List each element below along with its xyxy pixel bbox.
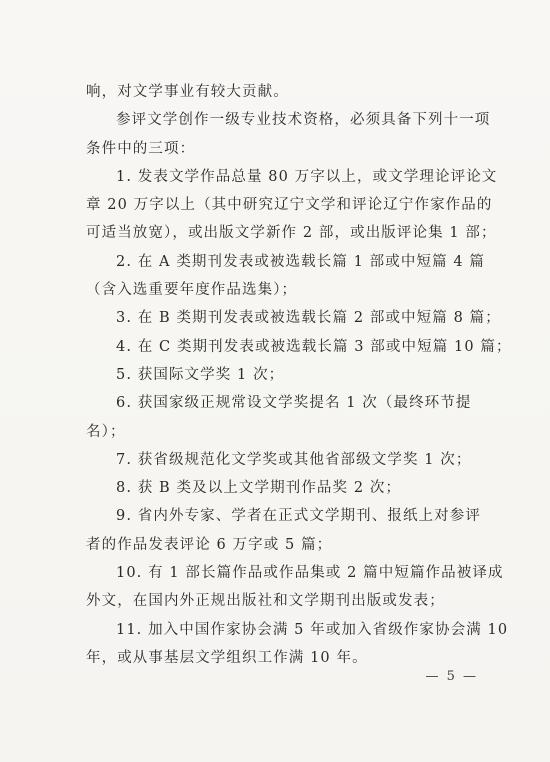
text-line: 响，对文学事业有较大贡献。 [86, 84, 289, 100]
text-line: （含入选重要年度作品选集）； [86, 282, 298, 299]
text-line: 1. 发表文学作品总量 80 万字以上，或文学理论评论文 [116, 168, 498, 185]
text-line: 参评文学创作一级专业技术资格，必须具备下列十一项 [116, 112, 491, 129]
text-line: 4. 在 C 类期刊发表或被选载长篇 3 部或中短篇 10 篇； [116, 338, 512, 355]
text-line: 章 20 万字以上（其中研究辽宁文学和评论辽宁作家作品的 [86, 197, 493, 214]
text-line: 名）； [86, 423, 126, 440]
text-line: 3. 在 B 类期刊发表或被选载长篇 2 部或中短篇 8 篇； [116, 310, 501, 327]
text-line: 7. 获省级规范化文学奖或其他省部级文学奖 1 次； [116, 451, 472, 468]
text-line: 者的作品发表评论 6 万字或 5 篇； [86, 536, 333, 553]
text-line: 外文，在国内外正规出版社和文学期刊出版或发表； [86, 593, 445, 610]
text-line: 5. 获国际文学奖 1 次； [116, 366, 285, 383]
text-line: 条件中的三项： [86, 140, 196, 157]
text-line: 2. 在 A 类期刊发表或被选载长篇 1 部或中短篇 4 篇 [116, 253, 486, 270]
text-line: 6. 获国家级正规常设文学奖提名 1 次（最终环节提 [116, 395, 472, 412]
page-number: — 5 — [425, 669, 478, 684]
text-line: 11. 加入中国作家协会满 5 年或加入省级作家协会满 10 [116, 621, 509, 638]
text-line: 年，或从事基层文学组织工作满 10 年。 [86, 649, 368, 666]
text-line: 可适当放宽），或出版文学新作 2 部，或出版评论集 1 部； [86, 225, 497, 242]
document-body [86, 78, 512, 672]
text-line: 10. 有 1 部长篇作品或作品集或 2 篇中短篇作品被译成 [116, 565, 504, 582]
text-line: 9. 省内外专家、学者在正式文学期刊、报纸上对参评 [116, 508, 481, 525]
text-line: 8. 获 B 类及以上文学期刊作品奖 2 次； [116, 480, 402, 497]
